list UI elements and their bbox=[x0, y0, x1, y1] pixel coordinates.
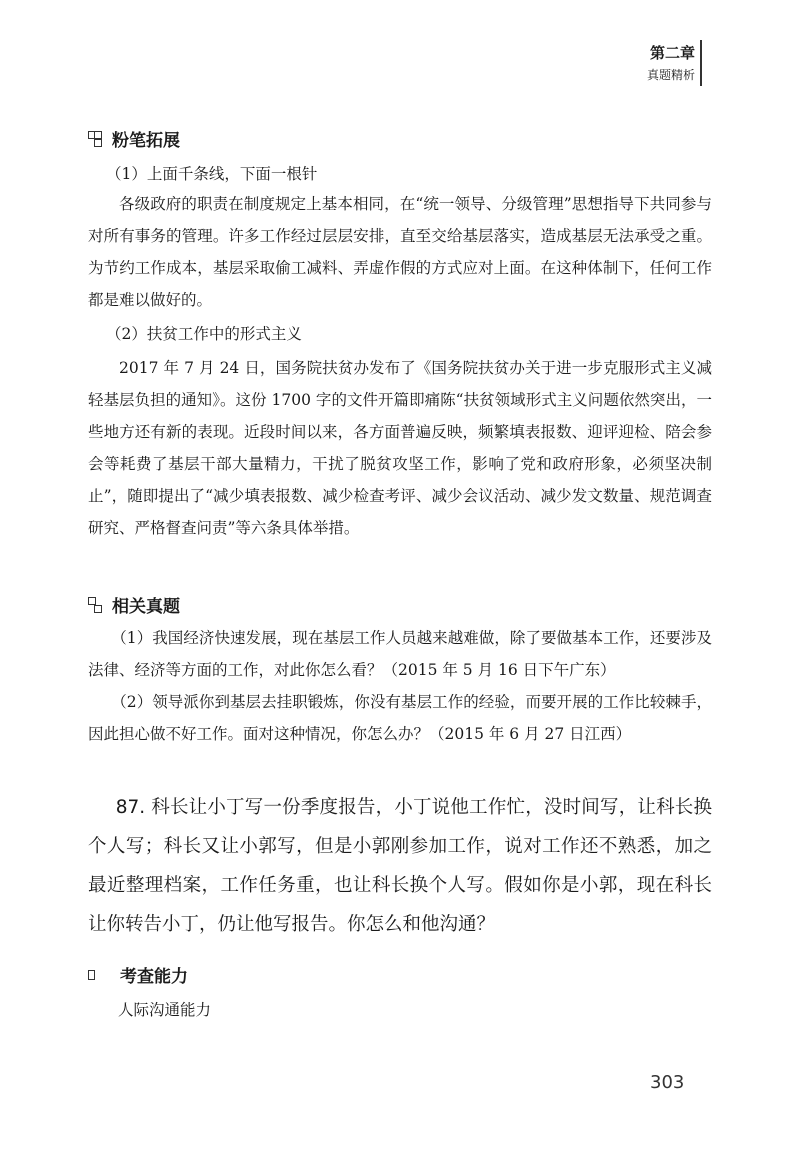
extension-title: 粉笔拓展 bbox=[112, 131, 180, 151]
grid-icon bbox=[88, 131, 102, 147]
ability-value: 人际沟通能力 bbox=[118, 1001, 212, 1019]
related-question-2: （2）领导派你到基层去挂职锻炼，你没有基层工作的经验，而要开展的工作比较棘手，因此担心做不好工作。面对这种情况，你怎么办？（2015 年 6 月 27 日江西） bbox=[88, 693, 712, 743]
point2-heading: （2）扶贫工作中的形式主义 bbox=[106, 325, 302, 343]
point1-heading: （1）上面千条线，下面一根针 bbox=[106, 165, 318, 183]
ability-heading bbox=[88, 962, 188, 987]
header-divider bbox=[700, 40, 702, 86]
question-87: 87. 科长让小丁写一份季度报告，小丁说他工作忙，没时间写，让科长换个人写；科长又让小郭写，但是小郭刚参加工作，说对工作还不熟悉，加之最近整理档案，工作任务重，也让科长换个人写。假如你是小郭，现在科长让你转告小丁，仍让他写报告。你怎么和他沟通？ bbox=[88, 797, 712, 935]
point2-body: 2017 年 7 月 24 日，国务院扶贫办发布了《国务院扶贫办关于进一步克服形式主义减轻基层负担的通知》。这份 1700 字的文件开篇即痛陈“扶贫领域形式主义问题依然突出，一些地方还有新的表现。近段时间以来，各方面普遍反映，频繁填表报数、迎评迎检、陪会参会等耗费了基层干部大量精力，干扰了脱贫攻坚工作，影响了党和政府形象，必须坚决制止”，随即提出了“减少填表报数、减少检查考评、减少会议活动、减少发文数量、规范调查研究、严格督查问责”等六条具体举措。 bbox=[88, 359, 712, 537]
chapter-subtitle: 真题精析 bbox=[646, 68, 695, 82]
page-number: 303 bbox=[650, 1072, 685, 1093]
related-title: 相关真题 bbox=[112, 597, 180, 617]
extension-heading bbox=[88, 126, 180, 151]
grid-icon bbox=[88, 597, 102, 613]
related-question-1: （1）我国经济快速发展，现在基层工作人员越来越难做，除了要做基本工作，还要涉及法律、经济等方面的工作，对此你怎么看？（2015 年 5 月 16 日下午广东） bbox=[88, 629, 712, 679]
running-header bbox=[647, 44, 695, 82]
grid-icon bbox=[88, 967, 98, 983]
related-heading bbox=[88, 592, 180, 617]
ability-title: 考查能力 bbox=[120, 967, 188, 987]
chapter-label: 第二章 bbox=[649, 44, 695, 62]
point1-body: 各级政府的职责在制度规定上基本相同，在“统一领导、分级管理”思想指导下共同参与对所有事务的管理。许多工作经过层层安排，直至交给基层落实，造成基层无法承受之重。为节约工作成本，基层采取偷工减料、弄虚作假的方式应对上面。在这种体制下，任何工作都是难以做好的。 bbox=[88, 195, 712, 309]
